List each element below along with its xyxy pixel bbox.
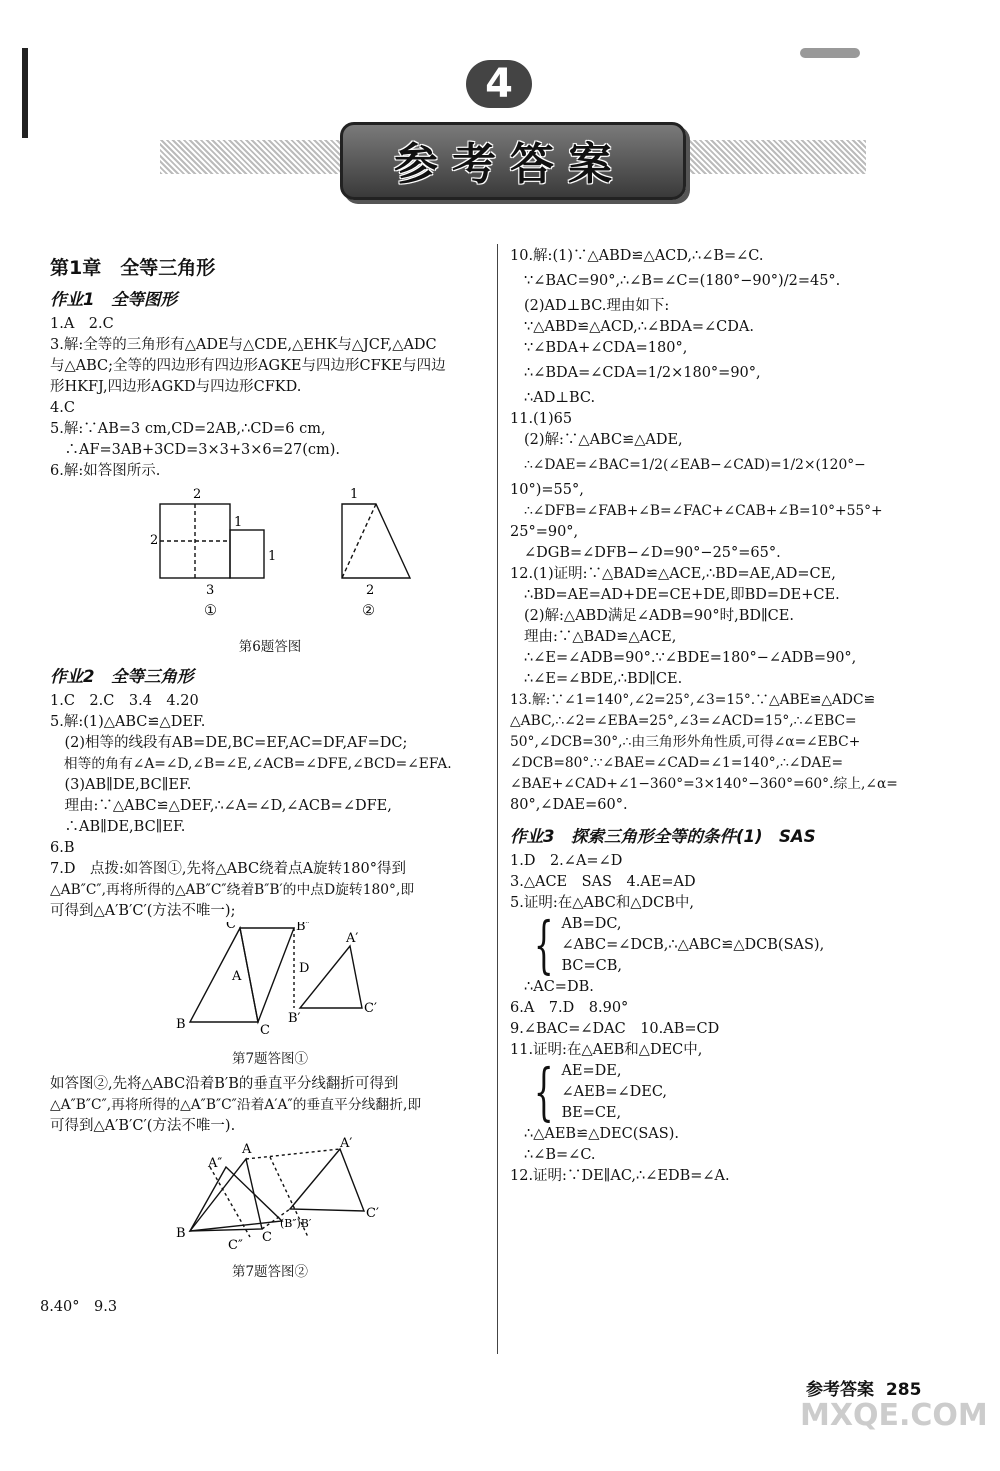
answer-line: ∵∠BAC=90°,∴∠B=∠C=(180°−90°)/2=45°. bbox=[524, 273, 841, 289]
fig6-label: ① bbox=[204, 603, 217, 619]
column-divider bbox=[497, 244, 498, 1354]
answer-line: ∴∠E=∠ADB=90°.∵∠BDE=180°−∠ADB=90°, bbox=[524, 650, 857, 666]
left-column bbox=[40, 252, 490, 1318]
answer-line: (2)相等的线段有AB=DE,BC=EF,AC=DF,AF=DC; bbox=[50, 735, 408, 751]
answer-line: ∠DGB=∠DFB−∠D=90°−25°=65°. bbox=[524, 545, 781, 561]
answer-line: △AB″C″,再将所得的△AB″C″绕着B″B′的中点D旋转180°,即 bbox=[50, 882, 415, 898]
answer-line: 1.C 2.C 3.4 4.20 bbox=[50, 693, 199, 709]
answer-line: △A″B″C″,再将所得的△A″B″C″沿着A′A″的垂直平分线翻折,即 bbox=[50, 1097, 422, 1113]
fig7a-label: C bbox=[260, 1023, 270, 1038]
answer-line: 可得到△A′B′C′(方法不唯一). bbox=[50, 1118, 236, 1134]
fig7b-label: C′ bbox=[366, 1206, 379, 1221]
fig6-label: 1 bbox=[350, 487, 359, 502]
hw3-heading: 作业3 探索三角形全等的条件(1) SAS bbox=[510, 827, 816, 846]
answer-line: ∴AF=3AB+3CD=3×3+3×6=27(cm). bbox=[50, 442, 341, 458]
figure-caption: 第6题答图 bbox=[238, 639, 302, 655]
figure-7b bbox=[50, 1137, 490, 1255]
brace-line: BE=CE, bbox=[561, 1105, 622, 1121]
brace-system bbox=[510, 908, 970, 981]
answer-line: 12.证明:∵DE∥AC,∴∠EDB=∠A. bbox=[510, 1168, 730, 1184]
answer-line: 相等的角有∠A=∠D,∠B=∠E,∠ACB=∠DFE,∠BCD=∠EFA. bbox=[50, 756, 452, 772]
chapter-heading: 第1章 全等三角形 bbox=[50, 257, 216, 279]
answer-line: ∠DCB=80°.∵∠BAE=∠CAD=∠1=140°,∴∠DAE= bbox=[510, 755, 844, 771]
brace-line: ∠AEB=∠DEC, bbox=[561, 1084, 668, 1100]
answer-line: ∴△AEB≌△DEC(SAS). bbox=[524, 1126, 679, 1142]
answer-line: 理由:∵△BAD≌△ACE, bbox=[524, 629, 677, 645]
answer-line: △ABC,∴∠2=∠EBA=25°,∠3=∠ACD=15°,∴∠EBC= bbox=[510, 713, 857, 729]
answer-line: 10°)=55°, bbox=[510, 482, 584, 498]
answer-line: 6.解:如答图所示. bbox=[50, 463, 161, 479]
fig7b-label: A″ bbox=[208, 1156, 223, 1171]
answer-line: 25°=90°, bbox=[510, 524, 579, 540]
answer-line: ∴BD=AE=AD+DE=CE+DE,即BD=DE+CE. bbox=[524, 587, 840, 603]
answer-line: ∴∠DFB=∠FAB+∠B=∠FAC+∠CAB+∠B=10°+55°+ bbox=[524, 503, 883, 519]
fig7b-label: A′ bbox=[340, 1137, 353, 1151]
answer-line: ∴AD⊥BC. bbox=[524, 390, 596, 406]
answer-line: ∠BAE+∠CAD+∠1−360°=3×140°−360°=60°.综上,∠α= bbox=[510, 776, 898, 792]
answer-line: 7.D 点拨:如答图①,先将△ABC绕着点A旋转180°得到 bbox=[50, 861, 406, 877]
fig7a-label: C′ bbox=[364, 1001, 377, 1016]
answer-line: 11.证明:在△AEB和△DEC中, bbox=[510, 1042, 703, 1058]
brace-line: BC=CB, bbox=[561, 958, 622, 974]
answer-line: ∴∠DAE=∠BAC=1/2(∠EAB−∠CAD)=1/2×(120°− bbox=[524, 457, 866, 473]
brace-line: AB=DC, bbox=[561, 916, 622, 932]
answer-line: 50°,∠DCB=30°,∴由三角形外角性质,可得∠α=∠EBC+ bbox=[510, 734, 861, 750]
answer-line: 13.解:∵∠1=140°,∠2=25°,∠3=15°.∵△ABE≌△ADC≌ bbox=[510, 692, 876, 708]
answer-line: 5.解:(1)△ABC≌△DEF. bbox=[50, 714, 206, 730]
fig6-label: 3 bbox=[206, 583, 215, 598]
answer-line: ∴AB∥DE,BC∥EF. bbox=[50, 819, 186, 835]
figure-caption: 第7题答图① bbox=[231, 1051, 309, 1067]
answer-line: 如答图②,先将△ABC沿着B′B的垂直平分线翻折可得到 bbox=[50, 1076, 399, 1092]
fig7b-label: C bbox=[262, 1230, 272, 1245]
answer-line: 6.A 7.D 8.90° bbox=[510, 1000, 629, 1016]
left-brace: { bbox=[533, 908, 554, 981]
answer-line: 1.D 2.∠A=∠D bbox=[510, 853, 623, 869]
hw1-heading: 作业1 全等图形 bbox=[50, 290, 177, 309]
answer-line: (2)解:∵△ABC≌△ADE, bbox=[524, 432, 683, 448]
answer-line: 11.(1)65 bbox=[510, 411, 573, 427]
fig7a-label: C″ bbox=[226, 922, 241, 932]
answer-line: 5.证明:在△ABC和△DCB中, bbox=[510, 895, 694, 911]
figure-6 bbox=[50, 482, 490, 602]
fig7b-label: B bbox=[176, 1226, 186, 1241]
section-badge: 4 bbox=[466, 60, 532, 108]
answer-line: (2)AD⊥BC.理由如下: bbox=[524, 298, 670, 314]
brace-line: ∠ABC=∠DCB,∴△ABC≌△DCB(SAS), bbox=[561, 937, 825, 953]
brace-line: AE=DE, bbox=[561, 1063, 622, 1079]
fig6-label: ② bbox=[362, 603, 375, 619]
answer-line: ∴∠B=∠C. bbox=[524, 1147, 596, 1163]
answer-line: 6.B bbox=[50, 840, 75, 856]
answer-line: 3.解:全等的三角形有△ADE与△CDE,△EHK与△JCF,△ADC bbox=[50, 337, 437, 353]
right-column bbox=[510, 246, 970, 1187]
brace-system bbox=[510, 1055, 970, 1128]
fig6-label: 1 bbox=[234, 515, 243, 530]
fig6-label: 1 bbox=[268, 549, 277, 564]
answer-line: 1.A 2.C bbox=[50, 316, 114, 332]
answer-line: 8.40° 9.3 bbox=[40, 1299, 118, 1315]
fig6-label: 2 bbox=[150, 533, 159, 548]
answer-line: 形HKFJ,四边形AGKD与四边形CFKD. bbox=[50, 379, 302, 395]
answer-line: ∵△ABD≌△ACD,∴∠BDA=∠CDA. bbox=[524, 319, 754, 335]
answer-line: ∵∠BDA+∠CDA=180°, bbox=[524, 340, 688, 356]
corner-smudge bbox=[800, 48, 860, 58]
answer-line: 理由:∵△ABC≌△DEF,∴∠A=∠D,∠ACB=∠DFE, bbox=[50, 798, 392, 814]
answer-line: 9.∠BAC=∠DAC 10.AB=CD bbox=[510, 1021, 720, 1037]
answer-line: 80°,∠DAE=60°. bbox=[510, 797, 628, 813]
answer-line: ∴∠E=∠BDE,∴BD∥CE. bbox=[524, 671, 683, 687]
page-footer bbox=[806, 1375, 921, 1400]
answer-line: 5.解:∵AB=3 cm,CD=2AB,∴CD=6 cm, bbox=[50, 421, 326, 437]
footer-label: 参考答案 bbox=[806, 1380, 874, 1400]
fig7b-label: C″ bbox=[228, 1238, 243, 1253]
fig7a-label: A bbox=[232, 969, 242, 984]
fig7b-label: (B″)B′ bbox=[280, 1217, 312, 1230]
fig6-label: 2 bbox=[193, 487, 202, 502]
answer-line: 可得到△A′B′C′(方法不唯一); bbox=[50, 903, 236, 919]
fig7a-label: A′ bbox=[346, 931, 359, 946]
answer-line: (2)解:△ABD满足∠ADB=90°时,BD∥CE. bbox=[524, 608, 794, 624]
left-edge-mark bbox=[22, 48, 28, 138]
fig7a-label: B″ bbox=[296, 922, 311, 934]
hw2-heading: 作业2 全等三角形 bbox=[50, 667, 194, 686]
answer-line: 3.△ACE SAS 4.AE=AD bbox=[510, 874, 696, 890]
watermark: MXQE.COM bbox=[800, 1398, 988, 1433]
page-title: 参考答案 bbox=[394, 139, 626, 190]
header-band-left bbox=[160, 140, 350, 174]
figure-7a bbox=[50, 922, 490, 1042]
answer-line: 12.(1)证明:∵△BAD≌△ACE,∴BD=AE,AD=CE, bbox=[510, 566, 836, 582]
left-brace: { bbox=[533, 1055, 554, 1128]
fig7a-label: B bbox=[176, 1017, 186, 1032]
answer-line: 与△ABC;全等的四边形有四边形AGKE与四边形CFKE与四边 bbox=[50, 358, 446, 374]
fig6-label: 2 bbox=[366, 583, 375, 598]
fig7b-label: A bbox=[242, 1142, 252, 1157]
answer-line: 4.C bbox=[50, 400, 75, 416]
fig7a-label: B′ bbox=[288, 1011, 301, 1026]
answer-line: (3)AB∥DE,BC∥EF. bbox=[50, 777, 192, 793]
figure-caption: 第7题答图② bbox=[231, 1264, 309, 1280]
header-band-right bbox=[676, 140, 866, 174]
answer-line: ∴AC=DB. bbox=[524, 979, 594, 995]
answer-line: ∴∠BDA=∠CDA=1/2×180°=90°, bbox=[524, 365, 761, 381]
fig7a-label: D bbox=[299, 961, 310, 976]
page-number: 285 bbox=[885, 1380, 922, 1400]
answer-line: 10.解:(1)∵△ABD≌△ACD,∴∠B=∠C. bbox=[510, 248, 764, 264]
